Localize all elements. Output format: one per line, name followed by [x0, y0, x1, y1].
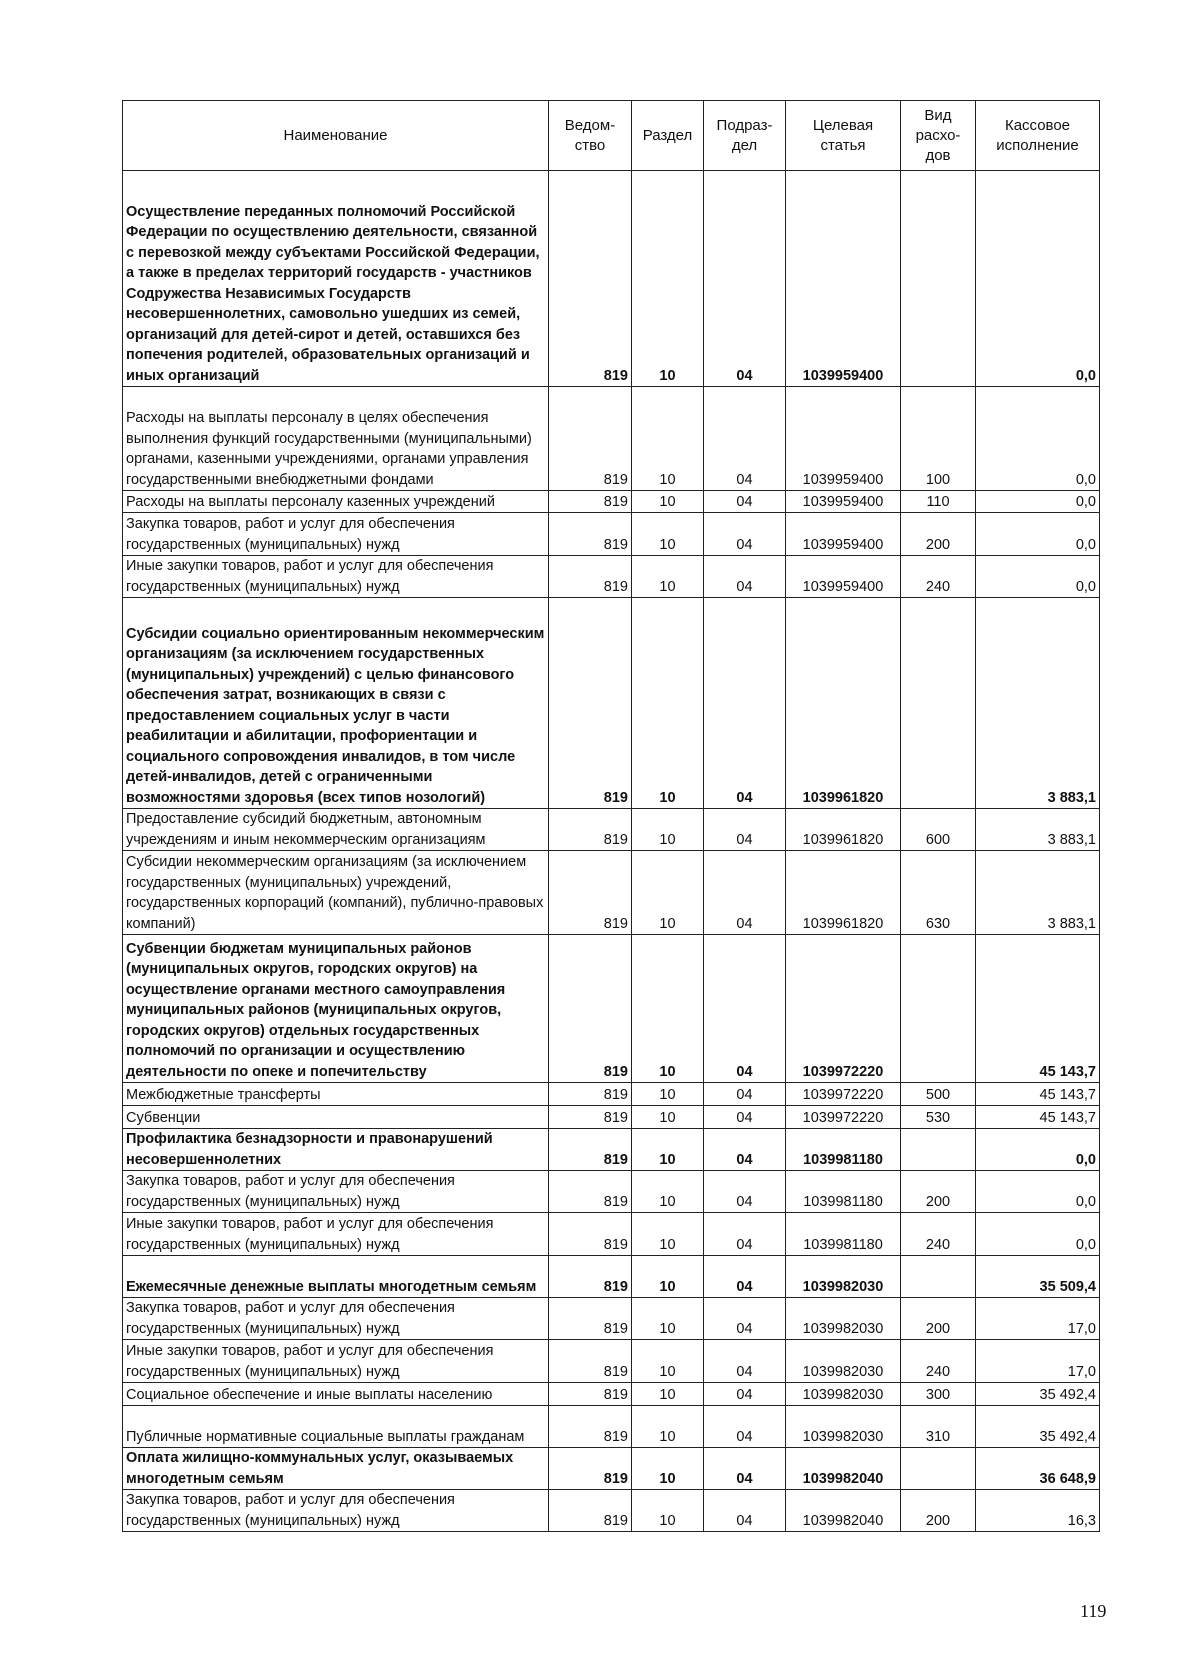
- cell-vedomstvo: 819: [549, 1298, 632, 1340]
- cell-podrazdel: 04: [704, 809, 786, 851]
- cell-name: Межбюджетные трансферты: [123, 1083, 549, 1106]
- cell-kassovoe-ispolnenie: 0,0: [976, 491, 1100, 513]
- cell-razdel: 10: [632, 598, 704, 809]
- table-row: [123, 1213, 1100, 1256]
- cell-podrazdel: 04: [704, 851, 786, 935]
- cell-kassovoe-ispolnenie: 35 492,4: [976, 1406, 1100, 1448]
- table-row: [123, 1106, 1100, 1129]
- cell-kassovoe-ispolnenie: 45 143,7: [976, 1083, 1100, 1106]
- cell-tselevaya-statya: 1039982040: [786, 1490, 901, 1532]
- cell-tselevaya-statya: 1039982030: [786, 1298, 901, 1340]
- cell-name: Иные закупки товаров, работ и услуг для обеспечения государственных (муниципальных) нужд: [123, 556, 549, 598]
- header-vid-raskhodov: Вид расхо- дов: [901, 101, 976, 171]
- cell-tselevaya-statya: 1039982030: [786, 1340, 901, 1383]
- cell-razdel: 10: [632, 1340, 704, 1383]
- budget-execution-table: [122, 100, 1100, 1532]
- cell-razdel: 10: [632, 935, 704, 1083]
- cell-razdel: 10: [632, 1383, 704, 1406]
- cell-razdel: 10: [632, 1083, 704, 1106]
- cell-name: Иные закупки товаров, работ и услуг для обеспечения государственных (муниципальных) нужд: [123, 1213, 549, 1256]
- cell-podrazdel: 04: [704, 171, 786, 387]
- cell-kassovoe-ispolnenie: 36 648,9: [976, 1448, 1100, 1490]
- cell-razdel: 10: [632, 1256, 704, 1298]
- cell-kassovoe-ispolnenie: 35 492,4: [976, 1383, 1100, 1406]
- cell-tselevaya-statya: 1039972220: [786, 935, 901, 1083]
- cell-vedomstvo: 819: [549, 1213, 632, 1256]
- cell-tselevaya-statya: 1039981180: [786, 1129, 901, 1171]
- cell-podrazdel: 04: [704, 1171, 786, 1213]
- table-row: [123, 598, 1100, 809]
- cell-razdel: 10: [632, 1490, 704, 1532]
- cell-tselevaya-statya: 1039961820: [786, 809, 901, 851]
- cell-razdel: 10: [632, 809, 704, 851]
- cell-vid-raskhodov: [901, 598, 976, 809]
- cell-vedomstvo: 819: [549, 171, 632, 387]
- cell-vid-raskhodov: 500: [901, 1083, 976, 1106]
- cell-podrazdel: 04: [704, 387, 786, 491]
- cell-tselevaya-statya: 1039961820: [786, 851, 901, 935]
- cell-vid-raskhodov: 310: [901, 1406, 976, 1448]
- cell-kassovoe-ispolnenie: 3 883,1: [976, 851, 1100, 935]
- cell-name: Закупка товаров, работ и услуг для обеспечения государственных (муниципальных) нужд: [123, 1490, 549, 1532]
- cell-vid-raskhodov: 240: [901, 556, 976, 598]
- cell-podrazdel: 04: [704, 1448, 786, 1490]
- cell-razdel: 10: [632, 491, 704, 513]
- cell-vid-raskhodov: 100: [901, 387, 976, 491]
- cell-razdel: 10: [632, 1106, 704, 1129]
- table-row: [123, 851, 1100, 935]
- cell-podrazdel: 04: [704, 513, 786, 556]
- header-vedomstvo: Ведом- ство: [549, 101, 632, 171]
- cell-vid-raskhodov: [901, 1448, 976, 1490]
- cell-kassovoe-ispolnenie: 0,0: [976, 513, 1100, 556]
- cell-kassovoe-ispolnenie: 17,0: [976, 1298, 1100, 1340]
- cell-podrazdel: 04: [704, 1083, 786, 1106]
- cell-vedomstvo: 819: [549, 556, 632, 598]
- cell-vedomstvo: 819: [549, 851, 632, 935]
- page-number: 119: [1080, 1601, 1107, 1621]
- cell-razdel: 10: [632, 851, 704, 935]
- cell-vid-raskhodov: 300: [901, 1383, 976, 1406]
- cell-podrazdel: 04: [704, 1340, 786, 1383]
- table-row: [123, 1406, 1100, 1448]
- header-razdel: Раздел: [632, 101, 704, 171]
- cell-name: Субвенции: [123, 1106, 549, 1129]
- cell-podrazdel: 04: [704, 1213, 786, 1256]
- cell-kassovoe-ispolnenie: 0,0: [976, 556, 1100, 598]
- cell-razdel: 10: [632, 1448, 704, 1490]
- cell-podrazdel: 04: [704, 1298, 786, 1340]
- cell-name: Публичные нормативные социальные выплаты гражданам: [123, 1406, 549, 1448]
- cell-name: Субвенции бюджетам муниципальных районов (муниципальных округов, городских округов) на осуществление органами местного самоуправления муниципальных районов (муниципальных округов, городских округов) отдельных государственных полномочий по организации и осуществлению деятельности по опеке и попечительству: [123, 935, 549, 1083]
- cell-vid-raskhodov: 600: [901, 809, 976, 851]
- table-row: [123, 1083, 1100, 1106]
- table-row: [123, 1298, 1100, 1340]
- cell-vid-raskhodov: 200: [901, 1171, 976, 1213]
- cell-podrazdel: 04: [704, 935, 786, 1083]
- cell-podrazdel: 04: [704, 598, 786, 809]
- table-row: [123, 935, 1100, 1083]
- cell-podrazdel: 04: [704, 1490, 786, 1532]
- cell-kassovoe-ispolnenie: 16,3: [976, 1490, 1100, 1532]
- cell-vid-raskhodov: 200: [901, 513, 976, 556]
- table-row: [123, 1171, 1100, 1213]
- cell-name: Иные закупки товаров, работ и услуг для обеспечения государственных (муниципальных) нужд: [123, 1340, 549, 1383]
- table-header-row: [123, 101, 1100, 171]
- cell-vedomstvo: 819: [549, 935, 632, 1083]
- cell-name: Закупка товаров, работ и услуг для обеспечения государственных (муниципальных) нужд: [123, 1298, 549, 1340]
- cell-name: Закупка товаров, работ и услуг для обеспечения государственных (муниципальных) нужд: [123, 513, 549, 556]
- cell-razdel: 10: [632, 1298, 704, 1340]
- table-row: [123, 1129, 1100, 1171]
- table-row: [123, 809, 1100, 851]
- cell-kassovoe-ispolnenie: 0,0: [976, 1129, 1100, 1171]
- cell-name: Субсидии социально ориентированным некоммерческим организациям (за исключением государственных (муниципальных) учреждений) с целью финансового обеспечения затрат, возникающих в связи с предоставлением социальных услуг в части реабилитации и абилитации, профориентации и социального сопровождения инвалидов, в том числе детей-инвалидов, детей с ограниченными возможностями здоровья (всех типов нозологий): [123, 598, 549, 809]
- cell-razdel: 10: [632, 387, 704, 491]
- cell-name: Оплата жилищно-коммунальных услуг, оказываемых многодетным семьям: [123, 1448, 549, 1490]
- cell-tselevaya-statya: 1039959400: [786, 556, 901, 598]
- cell-vedomstvo: 819: [549, 1340, 632, 1383]
- table-row: [123, 387, 1100, 491]
- cell-vid-raskhodov: 530: [901, 1106, 976, 1129]
- cell-vedomstvo: 819: [549, 1406, 632, 1448]
- cell-name: Предоставление субсидий бюджетным, автономным учреждениям и иным некоммерческим организациям: [123, 809, 549, 851]
- cell-vedomstvo: 819: [549, 513, 632, 556]
- table-row: [123, 1340, 1100, 1383]
- cell-vedomstvo: 819: [549, 1083, 632, 1106]
- table-row: [123, 491, 1100, 513]
- cell-podrazdel: 04: [704, 1129, 786, 1171]
- cell-kassovoe-ispolnenie: 3 883,1: [976, 809, 1100, 851]
- cell-vid-raskhodov: 110: [901, 491, 976, 513]
- table-row: [123, 1256, 1100, 1298]
- cell-tselevaya-statya: 1039982030: [786, 1383, 901, 1406]
- cell-kassovoe-ispolnenie: 45 143,7: [976, 935, 1100, 1083]
- cell-vid-raskhodov: [901, 1129, 976, 1171]
- header-podrazdel: Подраз- дел: [704, 101, 786, 171]
- cell-vedomstvo: 819: [549, 1383, 632, 1406]
- cell-vedomstvo: 819: [549, 1129, 632, 1171]
- cell-razdel: 10: [632, 556, 704, 598]
- cell-razdel: 10: [632, 1213, 704, 1256]
- cell-kassovoe-ispolnenie: 0,0: [976, 387, 1100, 491]
- table-row: [123, 1490, 1100, 1532]
- cell-name: Расходы на выплаты персоналу в целях обеспечения выполнения функций государственными (муниципальными) органами, казенными учреждениями, органами управления государственными внебюджетными фондами: [123, 387, 549, 491]
- cell-kassovoe-ispolnenie: 0,0: [976, 1213, 1100, 1256]
- cell-vedomstvo: 819: [549, 1256, 632, 1298]
- cell-vedomstvo: 819: [549, 1171, 632, 1213]
- cell-name: Осуществление переданных полномочий Российской Федерации по осуществлению деятельности, связанной с перевозкой между субъектами Российской Федерации, а также в пределах территорий государств - участников Содружества Независимых Государств несовершеннолетних, самовольно ушедших из семей, организаций для детей-сирот и детей, оставшихся без попечения родителей, образовательных организаций и иных организаций: [123, 171, 549, 387]
- cell-vid-raskhodov: [901, 935, 976, 1083]
- cell-tselevaya-statya: 1039959400: [786, 171, 901, 387]
- cell-podrazdel: 04: [704, 1383, 786, 1406]
- cell-name: Профилактика безнадзорности и правонарушений несовершеннолетних: [123, 1129, 549, 1171]
- cell-kassovoe-ispolnenie: 0,0: [976, 171, 1100, 387]
- cell-podrazdel: 04: [704, 1256, 786, 1298]
- cell-vedomstvo: 819: [549, 387, 632, 491]
- table-row: [123, 171, 1100, 387]
- cell-name: Расходы на выплаты персоналу казенных учреждений: [123, 491, 549, 513]
- cell-name: Закупка товаров, работ и услуг для обеспечения государственных (муниципальных) нужд: [123, 1171, 549, 1213]
- cell-tselevaya-statya: 1039961820: [786, 598, 901, 809]
- table-row: [123, 556, 1100, 598]
- table-row: [123, 1448, 1100, 1490]
- cell-tselevaya-statya: 1039959400: [786, 513, 901, 556]
- header-tselevaya-statya: Целевая статья: [786, 101, 901, 171]
- cell-tselevaya-statya: 1039972220: [786, 1106, 901, 1129]
- table-row: [123, 1383, 1100, 1406]
- cell-razdel: 10: [632, 1129, 704, 1171]
- cell-kassovoe-ispolnenie: 35 509,4: [976, 1256, 1100, 1298]
- cell-vedomstvo: 819: [549, 1106, 632, 1129]
- cell-kassovoe-ispolnenie: 3 883,1: [976, 598, 1100, 809]
- cell-tselevaya-statya: 1039982030: [786, 1406, 901, 1448]
- cell-vedomstvo: 819: [549, 1490, 632, 1532]
- cell-razdel: 10: [632, 1171, 704, 1213]
- cell-podrazdel: 04: [704, 556, 786, 598]
- header-kassovoe-ispolnenie: Кассовое исполнение: [976, 101, 1100, 171]
- cell-tselevaya-statya: 1039959400: [786, 387, 901, 491]
- cell-razdel: 10: [632, 513, 704, 556]
- cell-vedomstvo: 819: [549, 491, 632, 513]
- cell-vid-raskhodov: 200: [901, 1298, 976, 1340]
- cell-vid-raskhodov: [901, 171, 976, 387]
- cell-tselevaya-statya: 1039982030: [786, 1256, 901, 1298]
- cell-kassovoe-ispolnenie: 17,0: [976, 1340, 1100, 1383]
- cell-name: Социальное обеспечение и иные выплаты населению: [123, 1383, 549, 1406]
- cell-vid-raskhodov: 240: [901, 1213, 976, 1256]
- cell-name: Ежемесячные денежные выплаты многодетным семьям: [123, 1256, 549, 1298]
- cell-razdel: 10: [632, 1406, 704, 1448]
- cell-vedomstvo: 819: [549, 1448, 632, 1490]
- cell-tselevaya-statya: 1039972220: [786, 1083, 901, 1106]
- cell-vid-raskhodov: 240: [901, 1340, 976, 1383]
- cell-podrazdel: 04: [704, 1406, 786, 1448]
- cell-vid-raskhodov: [901, 1256, 976, 1298]
- cell-vedomstvo: 819: [549, 598, 632, 809]
- cell-tselevaya-statya: 1039981180: [786, 1171, 901, 1213]
- table-row: [123, 513, 1100, 556]
- cell-tselevaya-statya: 1039959400: [786, 491, 901, 513]
- header-name: Наименование: [123, 101, 549, 171]
- table-body: [123, 171, 1100, 1532]
- cell-vedomstvo: 819: [549, 809, 632, 851]
- cell-podrazdel: 04: [704, 491, 786, 513]
- cell-vid-raskhodov: 200: [901, 1490, 976, 1532]
- cell-razdel: 10: [632, 171, 704, 387]
- cell-tselevaya-statya: 1039982040: [786, 1448, 901, 1490]
- cell-kassovoe-ispolnenie: 0,0: [976, 1171, 1100, 1213]
- cell-vid-raskhodov: 630: [901, 851, 976, 935]
- cell-kassovoe-ispolnenie: 45 143,7: [976, 1106, 1100, 1129]
- cell-name: Субсидии некоммерческим организациям (за исключением государственных (муниципальных) учреждений, государственных корпораций (компаний), публично-правовых компаний): [123, 851, 549, 935]
- cell-podrazdel: 04: [704, 1106, 786, 1129]
- cell-tselevaya-statya: 1039981180: [786, 1213, 901, 1256]
